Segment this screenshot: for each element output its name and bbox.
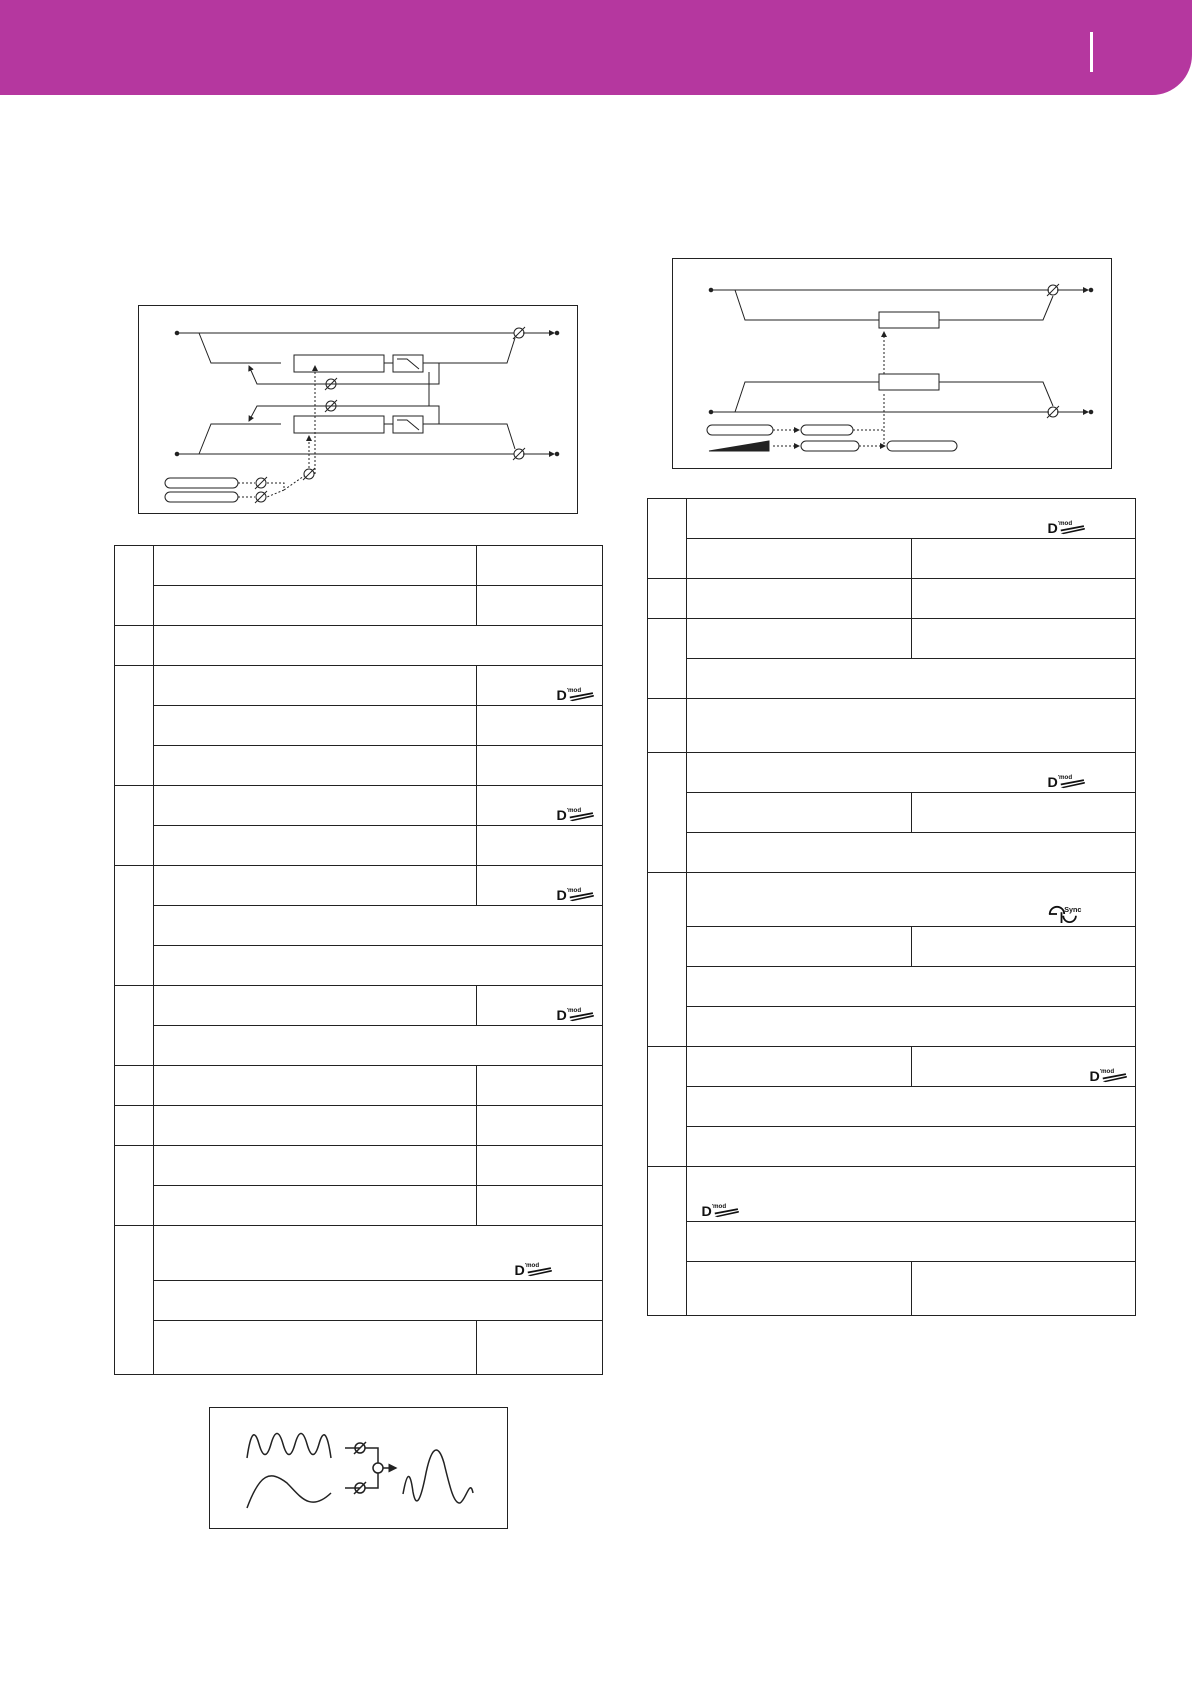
dmod-icon <box>1047 773 1087 789</box>
param-value-cell <box>477 1146 603 1186</box>
param-value-cell <box>477 826 603 866</box>
param-description-cell <box>154 626 603 666</box>
param-description-cell <box>687 699 1136 753</box>
param-description-cell <box>687 1222 1136 1262</box>
param-value-cell <box>477 586 603 626</box>
param-value-cell <box>477 1106 603 1146</box>
param-name-cell <box>687 1262 912 1316</box>
param-description-cell <box>154 1226 603 1281</box>
param-name-cell <box>687 579 912 619</box>
param-name-cell <box>154 826 477 866</box>
param-name-cell <box>687 539 912 579</box>
param-value-cell <box>911 793 1136 833</box>
param-description-cell <box>687 753 1136 793</box>
param-description-cell <box>687 1007 1136 1047</box>
dmod-icon <box>1089 1067 1129 1083</box>
param-name-cell <box>687 793 912 833</box>
param-value-cell <box>911 579 1136 619</box>
param-description-cell <box>687 833 1136 873</box>
param-value-cell <box>911 539 1136 579</box>
param-description-cell <box>687 873 1136 927</box>
param-table-right <box>647 498 1136 1316</box>
param-number-cell <box>115 1146 154 1226</box>
param-value-cell <box>477 666 603 706</box>
block-diagram-right <box>672 258 1112 469</box>
dmod-icon <box>701 1202 741 1218</box>
param-description-cell <box>154 946 603 986</box>
block-diagram-left <box>138 305 578 514</box>
param-name-cell <box>154 1106 477 1146</box>
param-number-cell <box>648 1167 687 1316</box>
param-description-cell <box>154 1026 603 1066</box>
dmod-icon <box>514 1261 554 1277</box>
param-name-cell <box>154 786 477 826</box>
param-value-cell <box>477 866 603 906</box>
param-number-cell <box>648 699 687 753</box>
param-name-cell <box>154 1066 477 1106</box>
param-value-cell <box>477 706 603 746</box>
dmod-icon <box>556 886 596 902</box>
param-value-cell <box>911 1047 1136 1087</box>
param-name-cell <box>154 986 477 1026</box>
param-value-cell <box>477 746 603 786</box>
param-value-cell <box>477 986 603 1026</box>
param-value-cell <box>911 927 1136 967</box>
param-name-cell <box>154 746 477 786</box>
param-value-cell <box>911 1262 1136 1316</box>
dmod-icon <box>556 806 596 822</box>
dmod-icon <box>1047 519 1087 535</box>
mixed-wave <box>403 1450 473 1503</box>
param-name-cell <box>154 666 477 706</box>
param-name-cell <box>154 1186 477 1226</box>
dmod-icon <box>556 1006 596 1022</box>
param-value-cell <box>911 619 1136 659</box>
param-table-left <box>114 545 603 1375</box>
param-number-cell <box>115 1226 154 1375</box>
param-name-cell <box>154 866 477 906</box>
param-number-cell <box>648 873 687 1047</box>
param-number-cell <box>115 1066 154 1106</box>
param-name-cell <box>154 706 477 746</box>
param-number-cell <box>648 1047 687 1167</box>
header-divider <box>1090 32 1093 72</box>
dmod-icon <box>556 686 596 702</box>
param-description-cell <box>687 499 1136 539</box>
param-description-cell <box>687 1167 1136 1222</box>
param-name-cell <box>687 927 912 967</box>
param-name-cell <box>154 1321 477 1375</box>
param-name-cell <box>154 1146 477 1186</box>
param-number-cell <box>648 619 687 699</box>
param-value-cell <box>477 1321 603 1375</box>
waveform-diagram <box>209 1407 508 1529</box>
param-description-cell <box>687 1087 1136 1127</box>
param-description-cell <box>154 906 603 946</box>
param-name-cell <box>154 546 477 586</box>
param-number-cell <box>648 753 687 873</box>
tempo-sync-icon <box>1047 905 1085 923</box>
page-header <box>0 0 1192 95</box>
param-name-cell <box>687 1047 912 1087</box>
param-description-cell <box>687 659 1136 699</box>
param-description-cell <box>687 967 1136 1007</box>
param-number-cell <box>115 986 154 1066</box>
param-number-cell <box>115 866 154 986</box>
param-description-cell <box>687 1127 1136 1167</box>
param-description-cell <box>154 1281 603 1321</box>
param-number-cell <box>648 499 687 579</box>
param-number-cell <box>115 666 154 786</box>
param-value-cell <box>477 1186 603 1226</box>
param-name-cell <box>154 586 477 626</box>
param-value-cell <box>477 786 603 826</box>
param-value-cell <box>477 1066 603 1106</box>
param-number-cell <box>115 786 154 866</box>
param-number-cell <box>115 1106 154 1146</box>
param-number-cell <box>648 579 687 619</box>
param-name-cell <box>687 619 912 659</box>
param-number-cell <box>115 626 154 666</box>
param-number-cell <box>115 546 154 626</box>
slow-sine-wave <box>247 1476 331 1508</box>
param-value-cell <box>477 546 603 586</box>
fast-sine-wave <box>247 1434 331 1459</box>
